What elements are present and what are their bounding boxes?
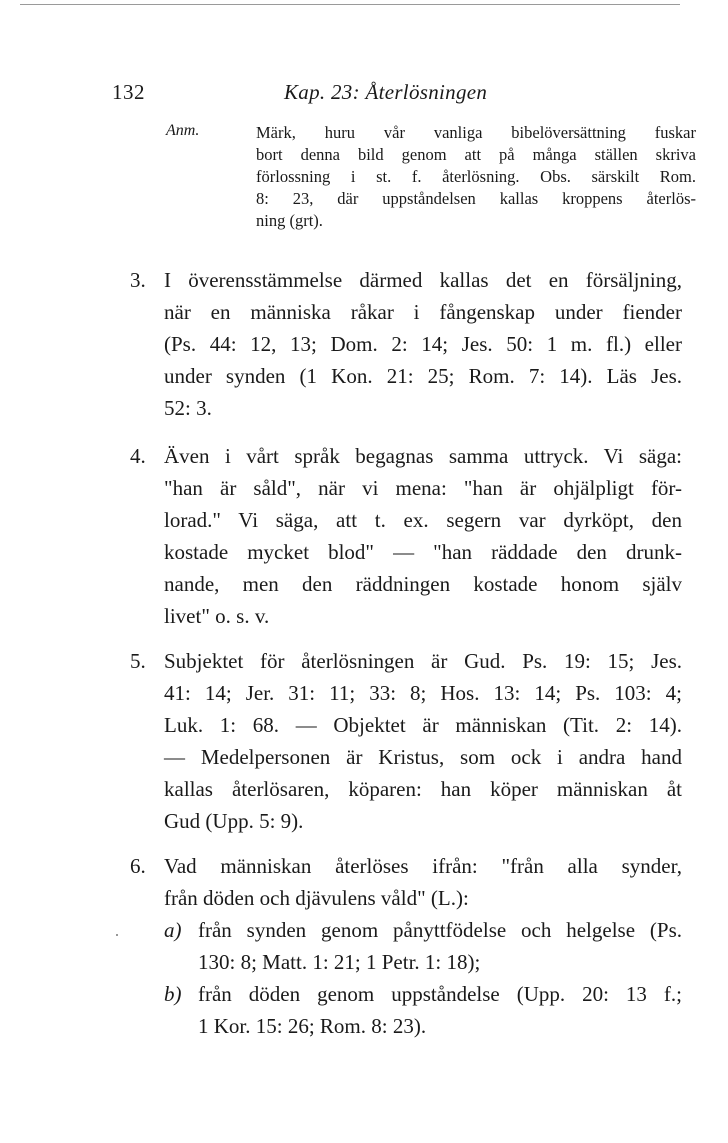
- text-line: kallas återlösaren, köparen: han köper människan åt: [164, 777, 682, 801]
- note-line: ning (grt).: [256, 211, 323, 230]
- note-line: förlossning i st. f. återlösning. Obs. särskilt Rom.: [256, 167, 696, 186]
- item-body: [164, 264, 682, 424]
- item-body: [164, 440, 682, 632]
- text-line: från döden och djävulens våld" (L.):: [164, 886, 469, 910]
- item-number: 5.: [130, 649, 146, 673]
- text-line: I överensstämmelse därmed kallas det en försäljning,: [164, 268, 682, 292]
- note-line: bort denna bild genom att på många ställen skriva: [256, 145, 696, 164]
- text-line: när en människa råkar i fångenskap under fiender: [164, 300, 682, 324]
- subitem-line: 1 Kor. 15: 26; Rom. 8: 23).: [198, 1014, 427, 1038]
- subitem-line: 130: 8; Matt. 1: 21; 1 Petr. 1: 18);: [198, 950, 481, 974]
- text-line: — Medelpersonen är Kristus, som ock i andra hand: [164, 745, 682, 769]
- margin-speck: [116, 934, 118, 936]
- text-line: (Ps. 44: 12, 13; Dom. 2: 14; Jes. 50: 1 m. fl.) eller: [164, 332, 682, 356]
- text-line: 52: 3.: [164, 396, 212, 420]
- text-line: lorad." Vi säga, att t. ex. segern var dyrköpt, den: [164, 508, 682, 532]
- running-head: Kap. 23: Återlösningen: [284, 80, 488, 104]
- subitem-text: från synden genom pånyttfödelse och helgelse (Ps.: [198, 918, 682, 942]
- item-body: [164, 645, 682, 837]
- subitem-a: [164, 914, 682, 978]
- note-line: 8: 23, där uppståndelsen kallas kroppens återlös-: [256, 189, 696, 208]
- text-line: Gud (Upp. 5: 9).: [164, 809, 304, 833]
- page-top-rule: [20, 4, 680, 5]
- note-label: Anm.: [166, 122, 200, 139]
- item-body: [164, 850, 682, 1042]
- item-number: 6.: [130, 854, 146, 878]
- text-line: Luk. 1: 68. — Objektet är människan (Tit. 2: 14).: [164, 713, 682, 737]
- text-line: Vad människan återlöses ifrån: "från alla synder,: [164, 854, 682, 878]
- subitem-label: a): [164, 918, 182, 942]
- text-line: Även i vårt språk begagnas samma uttryck. Vi säga:: [164, 444, 682, 468]
- item-number: 4.: [130, 444, 146, 468]
- subitem-text: från döden genom uppståndelse (Upp. 20: 13 f.;: [198, 982, 682, 1006]
- text-line: Subjektet för återlösningen är Gud. Ps. 19: 15; Jes.: [164, 649, 682, 673]
- subitem-line: [164, 978, 682, 1010]
- note-text: [256, 122, 696, 232]
- text-line: "han är såld", när vi mena: "han är ohjälpligt för-: [164, 476, 682, 500]
- page-number: 132: [112, 80, 145, 104]
- text-line: nande, men den räddningen kostade honom själv: [164, 572, 682, 596]
- page-header: [112, 80, 612, 110]
- subitem-label: b): [164, 982, 182, 1006]
- note-line: Märk, huru vår vanliga bibelöversättning fuskar: [256, 123, 696, 142]
- text-line: under synden (1 Kon. 21: 25; Rom. 7: 14). Läs Jes.: [164, 364, 682, 388]
- text-line: kostade mycket blod" — "han räddade den drunk-: [164, 540, 682, 564]
- subitem-line: [164, 914, 682, 946]
- text-line: livet" o. s. v.: [164, 604, 270, 628]
- item-number: 3.: [130, 268, 146, 292]
- subitem-b: [164, 978, 682, 1042]
- text-line: 41: 14; Jer. 31: 11; 33: 8; Hos. 13: 14; Ps. 103: 4;: [164, 681, 682, 705]
